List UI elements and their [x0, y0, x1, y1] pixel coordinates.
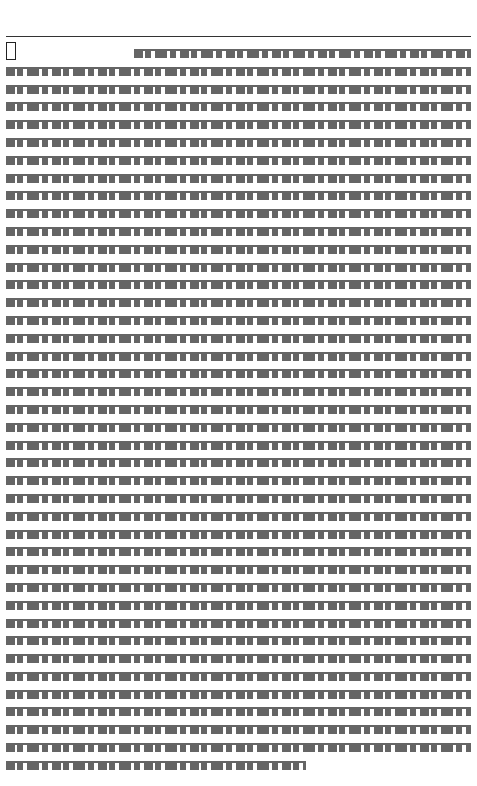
article-line: [6, 363, 471, 381]
article-line-text: [134, 49, 471, 58]
headline: [90, 6, 387, 34]
article-line-text: [6, 227, 471, 236]
article-line-text: [6, 280, 471, 289]
article-line-text: [6, 672, 471, 681]
article-line: [6, 684, 471, 702]
article-line: [6, 417, 471, 435]
article-line: [6, 666, 471, 684]
article-line-text: [6, 441, 471, 450]
jump-label: [6, 42, 16, 60]
article-line-text: [6, 263, 471, 272]
article-line-text: [6, 458, 471, 467]
article-line-text: [6, 85, 471, 94]
article-line: [6, 701, 471, 719]
article-line: [6, 96, 471, 114]
article-line: [6, 399, 471, 417]
article-line-text: [6, 636, 471, 645]
article-line-text: [6, 191, 471, 200]
article-line-text: [6, 565, 471, 574]
article-line: [6, 648, 471, 666]
article-line: [6, 488, 471, 506]
article-line: [6, 755, 471, 773]
article-line: [6, 239, 471, 257]
article-line-text: [6, 494, 471, 503]
article-line-text: [6, 245, 471, 254]
article-line: [6, 292, 471, 310]
article-line-text: [6, 156, 471, 165]
article-line: [6, 185, 471, 203]
article-line-text: [6, 369, 471, 378]
article-line-text: [6, 512, 471, 521]
article-line: [6, 541, 471, 559]
article-body: [6, 43, 471, 773]
article-line: [6, 381, 471, 399]
article-line-text: [6, 67, 471, 76]
article-line: [6, 630, 471, 648]
article-line: [6, 328, 471, 346]
article-line-text: [6, 423, 471, 432]
article-line-text: [6, 601, 471, 610]
article-line-text: [6, 654, 471, 663]
article-line-text: [6, 619, 471, 628]
article-line: [6, 613, 471, 631]
article-line-text: [6, 316, 471, 325]
article-line-text: [6, 476, 471, 485]
article-line-text: [6, 547, 471, 556]
article-line-text: [6, 530, 471, 539]
article-line-text: [6, 298, 471, 307]
article-line: [6, 310, 471, 328]
article-line: [6, 203, 471, 221]
article-line: [6, 257, 471, 275]
article-line: [6, 114, 471, 132]
article-line-text: [6, 334, 471, 343]
article-line: [6, 61, 471, 79]
article-line: [6, 79, 471, 97]
article-line: [6, 168, 471, 186]
article-line: [6, 132, 471, 150]
article-line: [6, 221, 471, 239]
article-line: [6, 577, 471, 595]
article-line: [6, 346, 471, 364]
article-line: [6, 559, 471, 577]
article-line-text: [6, 352, 471, 361]
article-line: [6, 737, 471, 755]
article-line-text: [6, 102, 471, 111]
article-line: [6, 43, 471, 61]
headline-rule: [6, 36, 471, 37]
article-line-text: [6, 174, 471, 183]
article-line: [6, 274, 471, 292]
article-line-text: [6, 707, 471, 716]
article-line-text: [6, 405, 471, 414]
article-line-text: [6, 743, 471, 752]
article-line: [6, 595, 471, 613]
article-line-text: [6, 761, 306, 770]
article-line-text: [6, 120, 471, 129]
article-line: [6, 435, 471, 453]
article-line: [6, 524, 471, 542]
article-line: [6, 470, 471, 488]
article-line-text: [6, 387, 471, 396]
article-line: [6, 150, 471, 168]
article-line-text: [6, 725, 471, 734]
article-line-text: [6, 138, 471, 147]
article-line-text: [6, 583, 471, 592]
article-line: [6, 506, 471, 524]
article-line-text: [6, 690, 471, 699]
article-line: [6, 452, 471, 470]
article-line: [6, 719, 471, 737]
article-line-text: [6, 209, 471, 218]
